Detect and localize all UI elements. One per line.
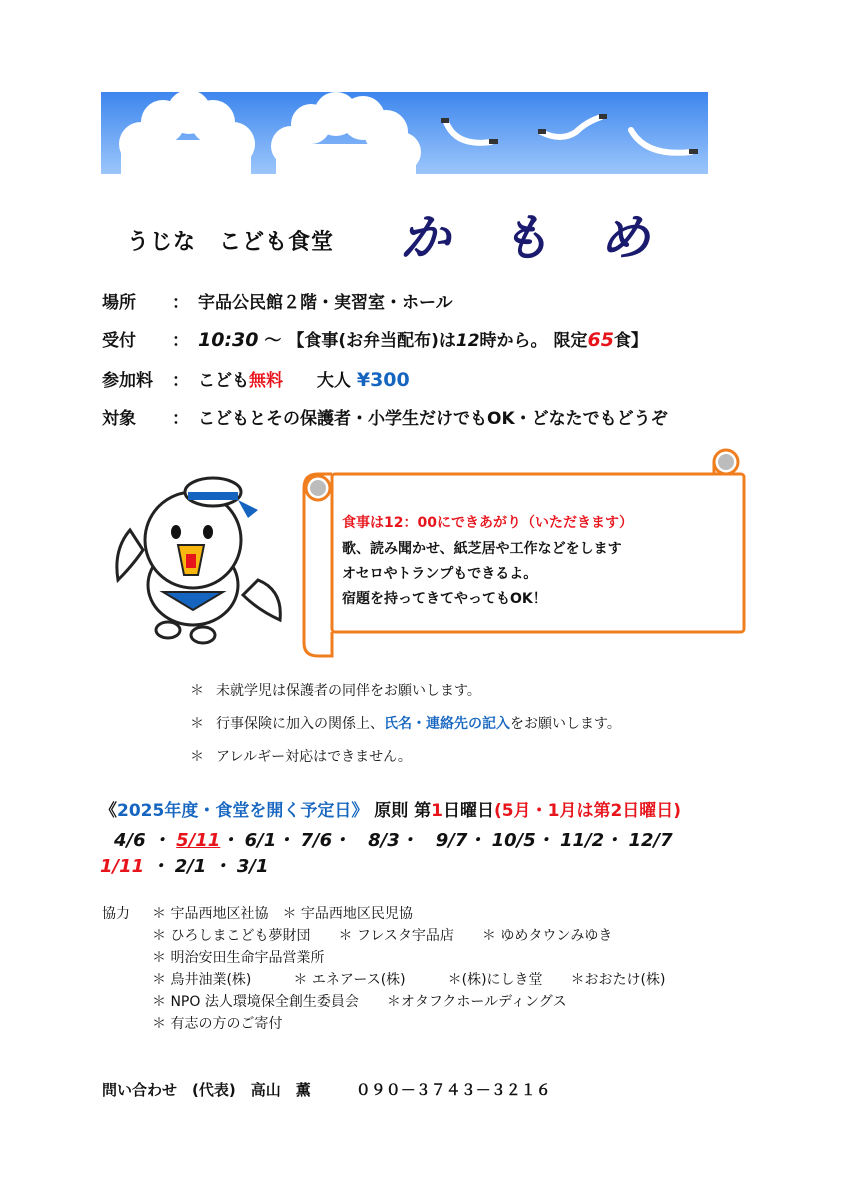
note-3	[190, 746, 412, 766]
schedule-day: 日曜日	[443, 801, 495, 821]
contact-info: 問い合わせ (代表) 高山 薫 ０９０－３７４３－３２１６	[102, 1081, 551, 1099]
cooperation-line-4: ＊ 鳥井油業(株) ＊ エネアース(株) ＊(株)にしき堂 ＊おおたけ(株)	[152, 972, 666, 988]
scroll-line-3: オセロやトランプもできるよ。	[342, 566, 538, 582]
bracket-open: 《	[100, 801, 117, 821]
title-char-2: も	[500, 209, 550, 267]
scroll-line-4: 宿題を持ってきてやってもOK！	[342, 591, 547, 607]
reception-time: 10:30	[198, 329, 259, 351]
dates-1b: 5/11	[176, 830, 221, 851]
title-char-1: か	[400, 209, 450, 267]
note-1	[190, 680, 481, 700]
schedule-heading	[100, 796, 681, 821]
note-3-text: アレルギー対応はできません。	[216, 749, 412, 765]
fee-child: こども	[198, 371, 249, 391]
colon: ：	[172, 293, 189, 313]
dates-2b: ・ 2/1 ・ 3/1	[150, 856, 269, 877]
cooperation-label: 協力	[102, 906, 130, 922]
note-2-text-a: 行事保険に加入の関係上、	[216, 716, 384, 732]
colon: ：	[172, 371, 189, 391]
schedule-heading-text: 年度・食堂を開く予定日》	[164, 801, 369, 821]
colon: ：	[172, 409, 189, 429]
place-label: 場所	[102, 293, 136, 313]
reception-text-2: 時から。 限定	[479, 331, 588, 351]
note-2	[190, 713, 621, 733]
schedule-week-number: 1	[431, 801, 444, 821]
sky-banner	[101, 92, 708, 174]
fee-adult: 大人	[316, 371, 351, 391]
reception-text-3: 食】	[613, 331, 648, 351]
asterisk-icon: ＊	[190, 749, 204, 765]
title-char-3: め	[600, 209, 650, 267]
scroll-line-2: 歌、読み聞かせ、紙芝居や工作などをします	[342, 541, 622, 557]
place-value: 宇品公民館２階・実習室・ホール	[198, 293, 453, 313]
cooperation-line-3: ＊ 明治安田生命宇品営業所	[152, 950, 325, 966]
note-1-text: 未就学児は保護者の同伴をお願いします。	[216, 683, 481, 699]
reception-hour: 12	[455, 331, 480, 351]
reception-text-1: ～ 【食事(お弁当配布)は	[264, 331, 456, 351]
reception-row	[102, 326, 648, 351]
reception-limit: 65	[587, 329, 614, 351]
cooperation-line-6: ＊ 有志の方のご寄付	[152, 1016, 283, 1032]
target-value: こどもとその保護者・小学生だけでもOK・どなたでもどうぞ	[198, 409, 668, 429]
fee-label: 参加料	[102, 371, 153, 391]
asterisk-icon: ＊	[190, 683, 204, 699]
place-row	[102, 288, 453, 313]
scroll-line-1: 食事は12：00にできあがり（いただきます）	[342, 515, 633, 531]
fee-free: 無料	[249, 371, 283, 391]
cooperation-line-1: ＊ 宇品西地区社協 ＊ 宇品西地区民児協	[152, 906, 413, 922]
schedule-dates-line-2	[100, 852, 268, 878]
cooperation-line-5: ＊ NPO 法人環境保全創生委員会 ＊オタフクホールディングス	[152, 994, 567, 1010]
seagull-mascot-illustration	[108, 470, 288, 645]
target-row	[102, 404, 668, 429]
schedule-exception: (5月・1月は第2日曜日)	[494, 801, 682, 821]
subtitle: うじな こども食堂	[127, 230, 335, 255]
fee-adult-price: ¥300	[356, 369, 410, 391]
cooperation-line-2: ＊ ひろしまこども夢財団 ＊ フレスタ宇品店 ＊ ゆめタウンみゆき	[152, 928, 613, 944]
asterisk-icon: ＊	[190, 716, 204, 732]
colon: ：	[172, 331, 189, 351]
dates-1a: 4/6 ・	[114, 830, 170, 851]
schedule-year: 2025	[117, 801, 165, 821]
note-2-text-c: をお願いします。	[510, 716, 621, 732]
dates-1c: ・ 6/1・ 7/6・ 8/3・ 9/7・ 10/5・ 11/2・ 12/7	[220, 830, 673, 851]
schedule-rule: 原則 第	[374, 801, 432, 821]
reception-label: 受付	[102, 331, 136, 351]
schedule-dates-line-1	[114, 826, 673, 852]
note-2-highlight: 氏名・連絡先の記入	[384, 716, 510, 732]
dates-2a: 1/11	[100, 856, 145, 877]
target-label: 対象	[102, 409, 136, 429]
fee-row	[102, 366, 410, 391]
